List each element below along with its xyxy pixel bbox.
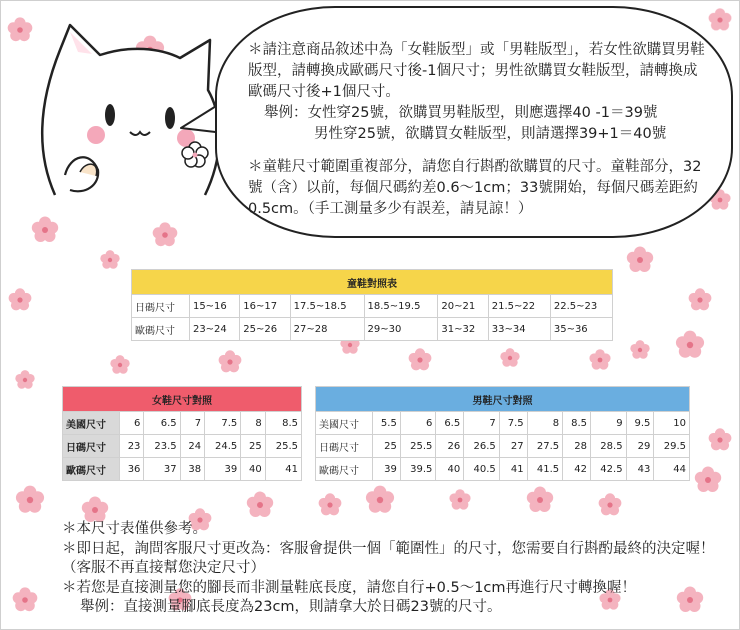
table-cell: 35~36: [550, 318, 612, 341]
table-cell: 39.5: [400, 458, 436, 481]
row-label: 歐碼尺寸: [132, 318, 190, 341]
table-cell: 8: [527, 412, 563, 435]
table-cell: 25~26: [240, 318, 290, 341]
table-row: [316, 458, 690, 481]
table-cell: 27: [499, 435, 527, 458]
table-cell: 41: [499, 458, 527, 481]
note-customer-service: ＊即日起，詢問客服尺寸更改為：客服會提供一個「範圍性」的尺寸，您需要自行斟酌最終的決定喔！（客服不再直接幫您決定尺寸）: [62, 540, 715, 576]
table-cell: 17.5~18.5: [290, 295, 364, 318]
table-cell: 43: [626, 458, 654, 481]
table-cell: 5.5: [373, 412, 401, 435]
table-cell: 23~24: [189, 318, 239, 341]
table-cell: 40: [241, 458, 265, 481]
kids-size-note: ＊童鞋尺寸範圍重複部分，請您自行斟酌欲購買的尺寸。童鞋部分，32號（含）以前，每個尺碼約差0.6～1cm；33號開始，每個尺碼差距約0.5cm。（手工測量多少有誤差，請見諒！）: [248, 159, 702, 217]
table-row: [132, 318, 613, 341]
men-table-title: 男鞋尺寸對照: [316, 387, 690, 412]
table-cell: 8.5: [265, 412, 301, 435]
table-cell: 9.5: [626, 412, 654, 435]
table-cell: 25: [373, 435, 401, 458]
table-cell: 7: [180, 412, 204, 435]
table-cell: 15~16: [189, 295, 239, 318]
table-cell: 7: [464, 412, 500, 435]
notes-section: [62, 520, 722, 618]
table-cell: 40: [436, 458, 464, 481]
table-cell: 28.5: [591, 435, 627, 458]
table-cell: 29.5: [654, 435, 690, 458]
row-label: 美國尺寸: [63, 412, 120, 435]
women-size-table: [62, 386, 302, 481]
table-cell: 41: [265, 458, 301, 481]
table-cell: 6: [400, 412, 436, 435]
note-foot-measurement: ＊若您是直接測量您的腳長而非測量鞋底長度，請您自行+0.5～1cm再進行尺寸轉換喔！: [62, 579, 637, 596]
table-cell: 23: [120, 435, 144, 458]
row-label: 日碼尺寸: [316, 435, 373, 458]
men-size-table: [315, 386, 690, 481]
row-label: 歐碼尺寸: [316, 458, 373, 481]
table-cell: 22.5~23: [550, 295, 612, 318]
table-cell: 25: [241, 435, 265, 458]
table-cell: 7.5: [499, 412, 527, 435]
women-table-title: 女鞋尺寸對照: [63, 387, 302, 412]
row-label: 美國尺寸: [316, 412, 373, 435]
table-row: [63, 458, 302, 481]
table-cell: 39: [373, 458, 401, 481]
table-cell: 37: [144, 458, 180, 481]
table-cell: 29: [626, 435, 654, 458]
conversion-example-1: 舉例：女性穿25號，欲購買男鞋版型，則應選擇40 -1＝39號: [264, 105, 658, 121]
conversion-example-2: 男性穿25號，欲購買女鞋版型，則請選擇39+1＝40號: [314, 126, 667, 142]
table-cell: 42: [563, 458, 591, 481]
table-cell: 8.5: [563, 412, 591, 435]
table-cell: 6: [120, 412, 144, 435]
table-cell: 26: [436, 435, 464, 458]
note-measurement-example: 舉例：直接測量腳底長度為23cm，則請拿大於日碼23號的尺寸。: [80, 599, 502, 615]
table-row: [132, 295, 613, 318]
table-cell: 33~34: [488, 318, 550, 341]
table-row: [63, 412, 302, 435]
table-cell: 10: [654, 412, 690, 435]
table-cell: 7.5: [205, 412, 241, 435]
speech-bubble-text: [248, 40, 708, 220]
table-cell: 27~28: [290, 318, 364, 341]
table-cell: 24: [180, 435, 204, 458]
table-cell: 20~21: [438, 295, 488, 318]
table-cell: 25.5: [265, 435, 301, 458]
table-cell: 25.5: [400, 435, 436, 458]
table-cell: 41.5: [527, 458, 563, 481]
table-row: [316, 412, 690, 435]
table-cell: 28: [563, 435, 591, 458]
table-cell: 6.5: [144, 412, 180, 435]
note-reference-only: ＊本尺寸表僅供參考。: [62, 521, 207, 537]
table-cell: 18.5~19.5: [364, 295, 438, 318]
table-cell: 38: [180, 458, 204, 481]
table-cell: 9: [591, 412, 627, 435]
table-row: [316, 435, 690, 458]
table-cell: 42.5: [591, 458, 627, 481]
table-cell: 39: [205, 458, 241, 481]
table-cell: 8: [241, 412, 265, 435]
table-cell: 26.5: [464, 435, 500, 458]
kids-table-title: 童鞋對照表: [132, 270, 613, 295]
women-men-conversion-note: ＊請注意商品敘述中為「女鞋版型」或「男鞋版型」，若女性欲購買男鞋版型，請轉換成歐碼尺寸後-1個尺寸；男性欲購買女鞋版型，請轉換成歐碼尺寸後+1個尺寸。: [248, 42, 705, 100]
row-label: 歐碼尺寸: [63, 458, 120, 481]
table-row: [63, 435, 302, 458]
table-cell: 24.5: [205, 435, 241, 458]
row-label: 日碼尺寸: [132, 295, 190, 318]
table-cell: 31~32: [438, 318, 488, 341]
table-cell: 6.5: [436, 412, 464, 435]
table-cell: 27.5: [527, 435, 563, 458]
table-cell: 29~30: [364, 318, 438, 341]
kids-size-table: [131, 269, 613, 341]
table-cell: 16~17: [240, 295, 290, 318]
table-cell: 36: [120, 458, 144, 481]
table-cell: 40.5: [464, 458, 500, 481]
row-label: 日碼尺寸: [63, 435, 120, 458]
table-cell: 23.5: [144, 435, 180, 458]
table-cell: 21.5~22: [488, 295, 550, 318]
table-cell: 44: [654, 458, 690, 481]
